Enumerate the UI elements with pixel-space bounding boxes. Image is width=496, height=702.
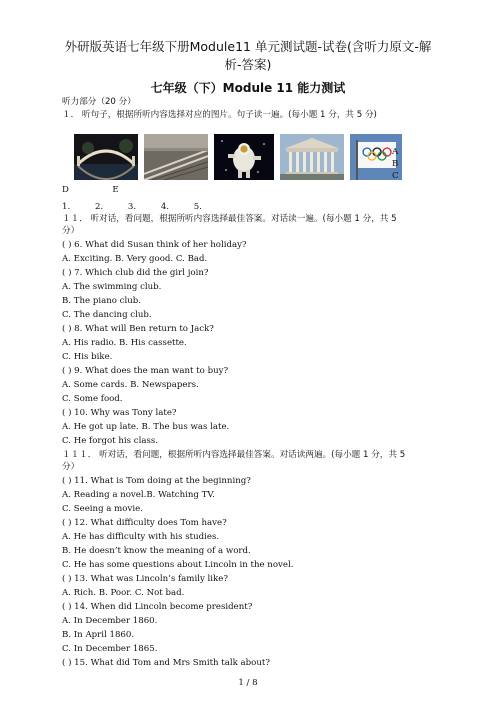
image-letters-row [62,185,119,196]
question-7: ( ) 7. Which club did the girl join? [62,268,209,278]
railway-photo [144,134,208,180]
document-subtitle: 七年级（下）Module 11 能力测试 [150,81,346,95]
question-8: ( ) 8. What will Ben return to Jack? [62,324,214,334]
part1-instruction: １． 听句子，根据所听内容选择对应的图片。句子读一遍。(每小题 1 分，共 5 分) [62,110,377,120]
question-13-options: A. Rich. B. Poor. C. Not bad. [62,588,185,598]
question-13: ( ) 13. What was Lincoln’s family like? [62,574,228,584]
answer-number-2: 2. [94,202,104,212]
question-6-options: A. Exciting. B. Very good. C. Bad. [62,254,208,264]
question-6: ( ) 6. What did Susan think of her holiday? [62,240,247,250]
question-15: ( ) 15. What did Tom and Mrs Smith talk about? [62,658,270,668]
title-line-2: 析-答案) [224,57,272,72]
question-9-option-c: C. Some food. [62,394,123,404]
question-11-options-ab: A. Reading a novel.B. Watching TV. [62,490,215,500]
question-14: ( ) 14. When did Lincoln become president? [62,602,253,612]
answer-number-4: 4. [160,202,170,212]
question-11-option-c: C. Seeing a movie. [62,504,143,514]
question-9: ( ) 9. What does the man want to buy? [62,366,229,376]
question-10: ( ) 10. Why was Tony late? [62,408,177,418]
question-10-options-ab: A. He got up late. B. The bus was late. [62,422,230,432]
part2-instruction-line1: １１． 听对话，看问题，根据所听内容选择最佳答案。对话读一遍。(每小题 1 分，共 5 [62,214,397,224]
image-letter-b: B [392,159,399,169]
question-12-option-c: C. He has some questions about Lincoln in the novel. [62,560,294,570]
image-letter-e: E [112,185,119,195]
answer-numbers [62,202,202,213]
document-title [60,38,436,74]
question-8-option-c: C. His bike. [62,352,113,362]
part3-instruction-line2: 分） [62,462,80,472]
title-line-1: 外研版英语七年级下册Module11 单元测试题-试卷(含听力原文-解 [64,39,432,54]
bridge-photo [74,134,138,180]
image-letters [392,146,399,182]
answer-number-3: 3. [127,202,137,212]
image-letter-c: C [392,171,399,181]
question-12-option-b: B. He doesn’t know the meaning of a word. [62,546,251,556]
question-7-option-a: A. The swimming club. [62,282,162,292]
image-letter-d: D [62,185,69,195]
question-12-option-a: A. He has difficulty with his studies. [62,532,220,542]
question-7-option-c: C. The dancing club. [62,310,152,320]
page-indicator: 1 / 8 [238,678,258,688]
image-letter-a: A [392,147,399,157]
question-12: ( ) 12. What difficulty does Tom have? [62,518,227,528]
question-11: ( ) 11. What is Tom doing at the beginning? [62,476,251,486]
question-9-options-ab: A. Some cards. B. Newspapers. [62,380,199,390]
question-14-option-a: A. In December 1860. [62,616,158,626]
answer-number-1: 1. [62,202,71,212]
question-14-option-c: C. In December 1865. [62,644,158,654]
part3-instruction-line1: １１１． 听对话，看问题，根据所听内容选择最佳答案。对话读两遍。(每小题 1 分，共 5 [62,450,406,460]
astronaut-photo [214,134,274,180]
question-8-options-ab: A. His radio. B. His cassette. [62,338,187,348]
question-10-option-c: C. He forgot his class. [62,436,159,446]
museum-photo [280,134,344,180]
part2-instruction-line2: 分） [62,226,80,236]
question-14-option-b: B. In April 1860. [62,630,135,640]
section-label: 听力部分（20 分） [62,97,136,107]
question-7-option-b: B. The piano club. [62,296,142,306]
answer-number-5: 5. [193,202,202,212]
